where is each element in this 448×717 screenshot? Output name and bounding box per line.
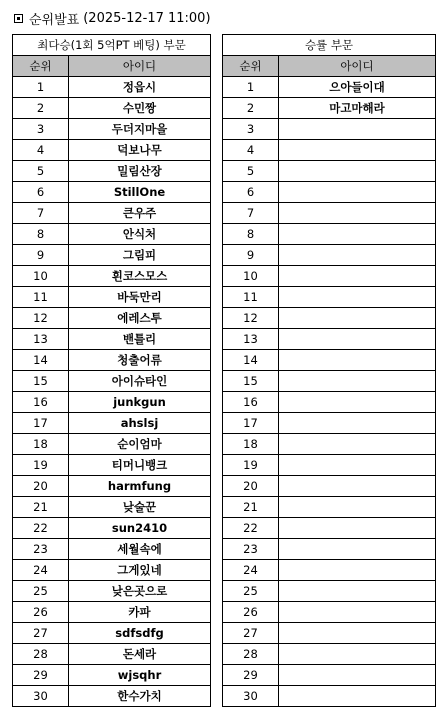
user-id-cell: 두더지마을 — [69, 119, 211, 140]
user-id-cell — [279, 203, 436, 224]
user-id-cell: 큰우주 — [69, 203, 211, 224]
rank-cell: 20 — [223, 476, 279, 497]
user-id-cell: 티머니뱅크 — [69, 455, 211, 476]
user-id-cell: 세월속에 — [69, 539, 211, 560]
user-id-cell — [279, 245, 436, 266]
user-id-cell — [279, 497, 436, 518]
user-id-cell — [279, 119, 436, 140]
user-id-cell — [279, 476, 436, 497]
page-title: 순위발표 — [29, 12, 80, 28]
rank-cell: 8 — [13, 224, 69, 245]
rank-column-header: 순위 — [13, 56, 69, 77]
rank-cell: 23 — [223, 539, 279, 560]
rank-cell: 24 — [223, 560, 279, 581]
table-row — [13, 392, 211, 413]
user-id-cell: 에레스투 — [69, 308, 211, 329]
table-row — [223, 350, 436, 371]
table-row — [223, 434, 436, 455]
table-row — [13, 518, 211, 539]
rank-cell: 17 — [13, 413, 69, 434]
table-row — [223, 560, 436, 581]
table-row — [223, 371, 436, 392]
rank-cell: 17 — [223, 413, 279, 434]
user-id-cell — [279, 455, 436, 476]
rank-cell: 22 — [223, 518, 279, 539]
rank-cell: 28 — [223, 644, 279, 665]
rank-cell: 27 — [13, 623, 69, 644]
user-id-cell: ahslsj — [69, 413, 211, 434]
table-row — [13, 140, 211, 161]
user-id-cell: 흰코스모스 — [69, 266, 211, 287]
table-row — [13, 224, 211, 245]
rank-cell: 27 — [223, 623, 279, 644]
user-id-cell — [279, 581, 436, 602]
user-id-cell: 그게있네 — [69, 560, 211, 581]
table-row — [223, 98, 436, 119]
rank-cell: 22 — [13, 518, 69, 539]
table-row — [223, 266, 436, 287]
rank-cell: 26 — [223, 602, 279, 623]
table-row — [13, 434, 211, 455]
table-row — [223, 644, 436, 665]
table-row — [223, 686, 436, 707]
rank-cell: 1 — [13, 77, 69, 98]
rank-cell: 14 — [223, 350, 279, 371]
table-row — [13, 581, 211, 602]
user-id-cell — [279, 686, 436, 707]
rank-cell: 9 — [223, 245, 279, 266]
table-row — [13, 98, 211, 119]
announcement-date: (2025-12-17 11:00) — [83, 10, 211, 26]
table-row — [223, 392, 436, 413]
table-row — [223, 77, 436, 98]
user-id-cell — [279, 413, 436, 434]
rank-cell: 9 — [13, 245, 69, 266]
rank-cell: 26 — [13, 602, 69, 623]
table-row — [13, 665, 211, 686]
user-id-cell — [279, 266, 436, 287]
most-wins-body — [13, 77, 211, 707]
most-wins-title: 최다승(1회 5억PT 베팅) 부문 — [13, 35, 211, 56]
user-id-cell: 순이엄마 — [69, 434, 211, 455]
table-row — [223, 224, 436, 245]
user-id-cell: wjsqhr — [69, 665, 211, 686]
user-id-cell — [279, 308, 436, 329]
user-id-cell: 청출어류 — [69, 350, 211, 371]
rank-cell: 5 — [13, 161, 69, 182]
rank-cell: 12 — [13, 308, 69, 329]
rank-cell: 25 — [223, 581, 279, 602]
rank-cell: 18 — [13, 434, 69, 455]
user-id-cell — [279, 665, 436, 686]
rank-cell: 10 — [13, 266, 69, 287]
rank-cell: 11 — [223, 287, 279, 308]
table-row — [13, 329, 211, 350]
table-row — [13, 623, 211, 644]
table-row — [13, 245, 211, 266]
rank-cell: 19 — [13, 455, 69, 476]
rank-column-header: 순위 — [223, 56, 279, 77]
win-rate-body — [223, 77, 436, 707]
table-row — [223, 665, 436, 686]
user-id-cell — [279, 560, 436, 581]
rank-cell: 12 — [223, 308, 279, 329]
win-rate-title: 승률 부문 — [223, 35, 436, 56]
table-row — [223, 182, 436, 203]
rank-cell: 15 — [13, 371, 69, 392]
user-id-cell — [279, 287, 436, 308]
rank-cell: 6 — [223, 182, 279, 203]
rank-cell: 25 — [13, 581, 69, 602]
rank-cell: 16 — [13, 392, 69, 413]
user-id-cell: 돈세라 — [69, 644, 211, 665]
table-row — [223, 539, 436, 560]
user-id-cell: sdfsdfg — [69, 623, 211, 644]
table-row — [13, 77, 211, 98]
table-row — [13, 539, 211, 560]
user-id-cell: 밴틀리 — [69, 329, 211, 350]
table-row — [223, 308, 436, 329]
rank-cell: 18 — [223, 434, 279, 455]
rank-cell: 24 — [13, 560, 69, 581]
user-id-cell — [279, 644, 436, 665]
user-id-cell — [279, 140, 436, 161]
rank-cell: 7 — [13, 203, 69, 224]
rank-cell: 14 — [13, 350, 69, 371]
rank-cell: 6 — [13, 182, 69, 203]
user-id-cell: sun2410 — [69, 518, 211, 539]
user-id-cell: 으아들이대 — [279, 77, 436, 98]
rank-cell: 3 — [13, 119, 69, 140]
rank-cell: 5 — [223, 161, 279, 182]
table-row — [223, 140, 436, 161]
rank-cell: 20 — [13, 476, 69, 497]
table-row — [223, 497, 436, 518]
rank-cell: 1 — [223, 77, 279, 98]
table-row — [13, 287, 211, 308]
user-id-cell: 그림피 — [69, 245, 211, 266]
table-row — [13, 602, 211, 623]
rank-cell: 15 — [223, 371, 279, 392]
user-id-cell: junkgun — [69, 392, 211, 413]
user-id-cell: 밀림산장 — [69, 161, 211, 182]
rank-cell: 8 — [223, 224, 279, 245]
table-row — [13, 161, 211, 182]
rank-cell: 16 — [223, 392, 279, 413]
table-row — [223, 413, 436, 434]
table-row — [223, 623, 436, 644]
win-rate-table — [222, 34, 436, 707]
most-wins-table — [12, 34, 211, 707]
rank-cell: 3 — [223, 119, 279, 140]
table-row — [223, 119, 436, 140]
table-row — [13, 308, 211, 329]
table-row — [13, 371, 211, 392]
table-row — [13, 686, 211, 707]
table-row — [13, 413, 211, 434]
user-id-cell: harmfung — [69, 476, 211, 497]
table-row — [13, 350, 211, 371]
table-row — [223, 287, 436, 308]
user-id-cell: 안식처 — [69, 224, 211, 245]
user-id-cell — [279, 602, 436, 623]
user-id-cell: StillOne — [69, 182, 211, 203]
table-row — [223, 518, 436, 539]
user-id-cell — [279, 224, 436, 245]
user-id-cell: 아이슈타인 — [69, 371, 211, 392]
table-row — [13, 644, 211, 665]
user-id-cell — [279, 350, 436, 371]
user-id-cell: 정읍시 — [69, 77, 211, 98]
user-id-cell: 카파 — [69, 602, 211, 623]
user-id-cell: 덕보나무 — [69, 140, 211, 161]
user-id-cell — [279, 623, 436, 644]
table-row — [13, 203, 211, 224]
rank-cell: 30 — [223, 686, 279, 707]
table-row — [13, 119, 211, 140]
user-id-cell — [279, 539, 436, 560]
user-id-cell: 바둑만리 — [69, 287, 211, 308]
user-id-cell: 수민짱 — [69, 98, 211, 119]
rank-cell: 4 — [13, 140, 69, 161]
rank-cell: 2 — [223, 98, 279, 119]
page-header — [14, 8, 211, 28]
id-column-header: 아이디 — [69, 56, 211, 77]
table-row — [223, 203, 436, 224]
user-id-cell: 낮은곳으로 — [69, 581, 211, 602]
table-row — [13, 182, 211, 203]
table-row — [223, 161, 436, 182]
user-id-cell — [279, 182, 436, 203]
table-row — [13, 455, 211, 476]
rank-cell: 11 — [13, 287, 69, 308]
rank-cell: 13 — [223, 329, 279, 350]
table-row — [223, 602, 436, 623]
rank-cell: 7 — [223, 203, 279, 224]
rank-cell: 23 — [13, 539, 69, 560]
square-bullet-icon — [14, 14, 23, 23]
table-row — [13, 497, 211, 518]
user-id-cell — [279, 518, 436, 539]
rank-cell: 21 — [13, 497, 69, 518]
table-row — [223, 476, 436, 497]
rank-cell: 30 — [13, 686, 69, 707]
user-id-cell — [279, 161, 436, 182]
rank-cell: 29 — [13, 665, 69, 686]
rank-cell: 28 — [13, 644, 69, 665]
rank-cell: 21 — [223, 497, 279, 518]
table-row — [223, 581, 436, 602]
rank-cell: 29 — [223, 665, 279, 686]
user-id-cell: 한수가치 — [69, 686, 211, 707]
table-row — [13, 266, 211, 287]
table-row — [13, 560, 211, 581]
id-column-header: 아이디 — [279, 56, 436, 77]
table-row — [223, 245, 436, 266]
user-id-cell: 낮술꾼 — [69, 497, 211, 518]
rank-cell: 10 — [223, 266, 279, 287]
table-row — [223, 455, 436, 476]
user-id-cell — [279, 392, 436, 413]
user-id-cell — [279, 329, 436, 350]
user-id-cell — [279, 434, 436, 455]
rank-cell: 4 — [223, 140, 279, 161]
rank-cell: 13 — [13, 329, 69, 350]
table-row — [13, 476, 211, 497]
rank-cell: 19 — [223, 455, 279, 476]
table-row — [223, 329, 436, 350]
user-id-cell: 마고마해라 — [279, 98, 436, 119]
rank-cell: 2 — [13, 98, 69, 119]
user-id-cell — [279, 371, 436, 392]
